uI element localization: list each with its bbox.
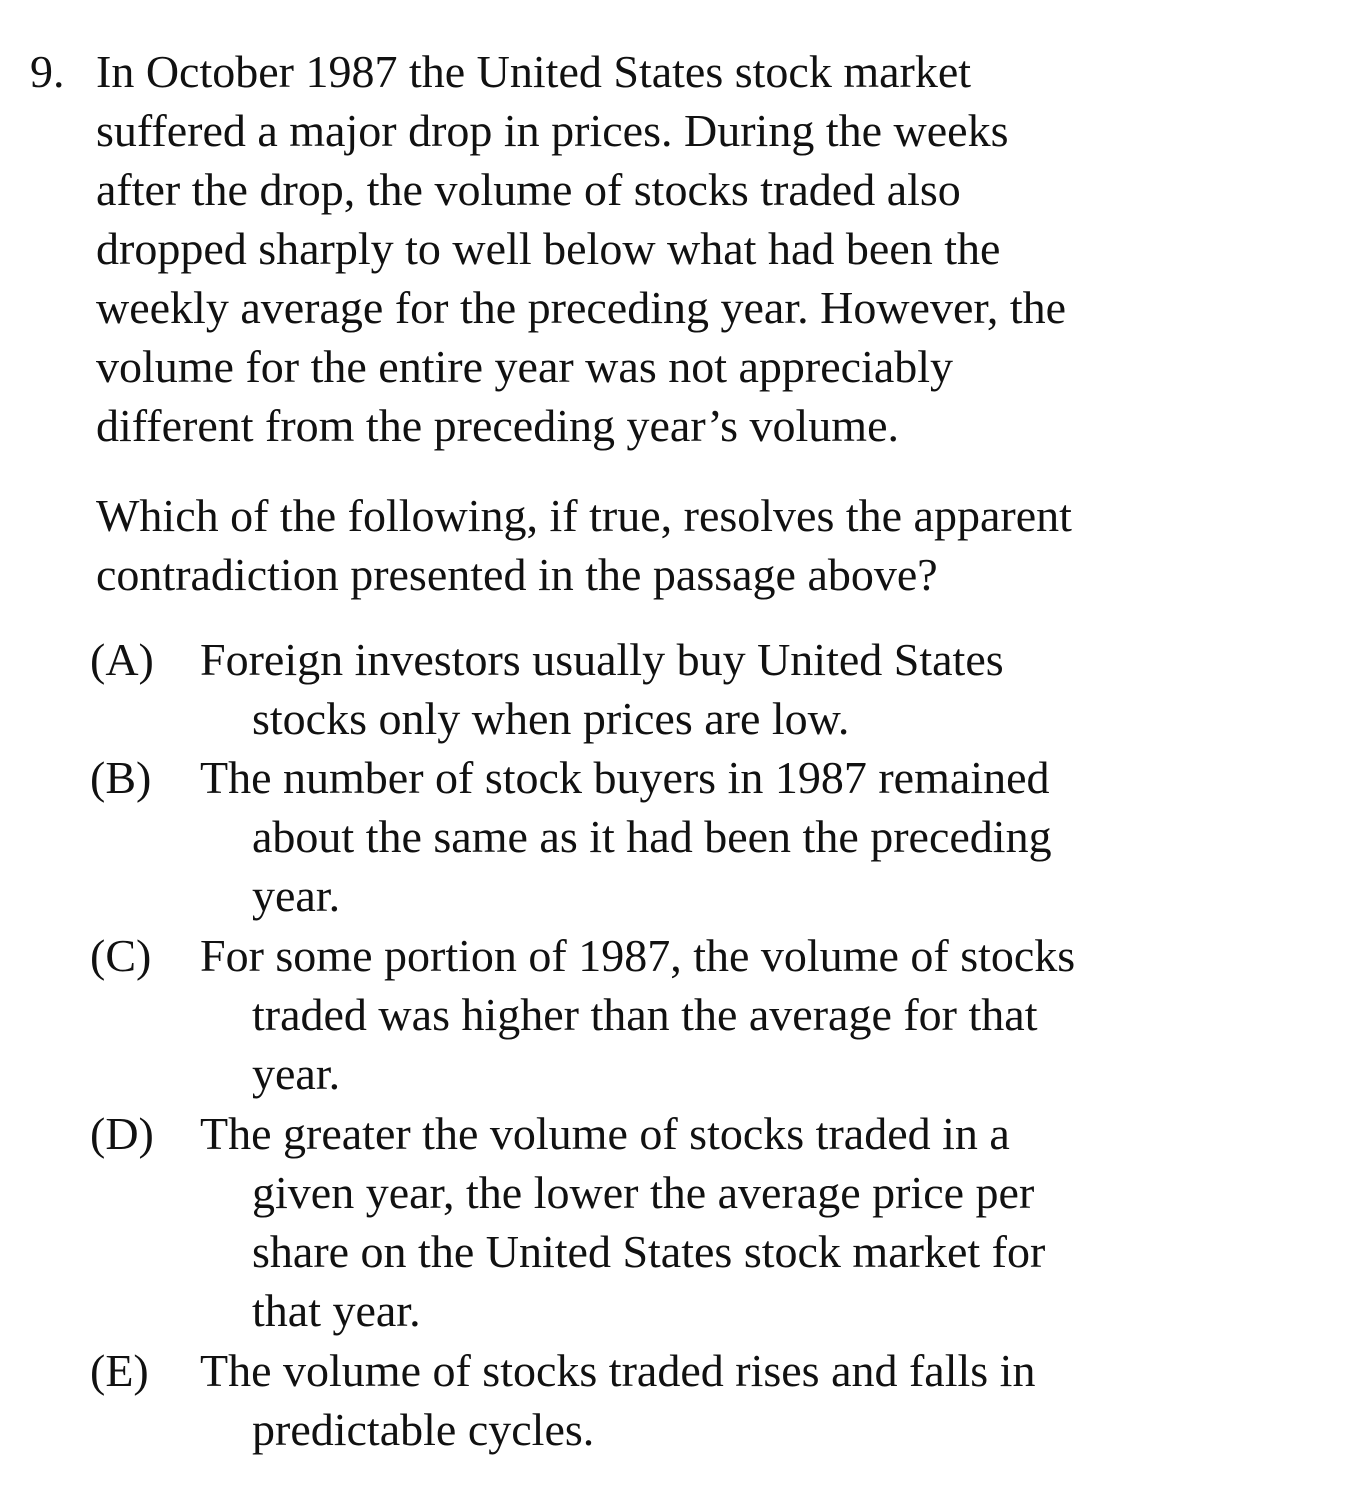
choice-text-line: The greater the volume of stocks traded in a: [200, 1108, 1010, 1159]
question-number: 9.: [30, 46, 65, 97]
stem-line: volume for the entire year was not appreciably: [96, 341, 954, 392]
choice-text-line: share on the United States stock market for: [252, 1226, 1046, 1277]
choice-text-line: The volume of stocks traded rises and falls in: [200, 1345, 1036, 1396]
stem-line: In October 1987 the United States stock market: [96, 46, 972, 97]
choice-text-line: For some portion of 1987, the volume of stocks: [200, 930, 1076, 981]
choice-text-line: year.: [252, 1048, 341, 1099]
stem-line: after the drop, the volume of stocks traded also: [96, 164, 961, 215]
stem-line: weekly average for the preceding year. However, the: [96, 282, 1067, 333]
choice-text-line: that year.: [252, 1285, 421, 1336]
stem-line: dropped sharply to well below what had been the: [96, 223, 1001, 274]
stem-line: different from the preceding year’s volume.: [96, 400, 900, 451]
choice-label: (A): [90, 634, 154, 685]
choice-text-line: year.: [252, 870, 341, 921]
choice-text-line: given year, the lower the average price per: [252, 1167, 1035, 1218]
choice-text-line: The number of stock buyers in 1987 remained: [200, 752, 1050, 803]
choice-label: (C): [90, 930, 152, 981]
choice-text-line: predictable cycles.: [252, 1404, 595, 1455]
prompt-line: Which of the following, if true, resolves the apparent: [96, 490, 1072, 541]
choice-text-line: traded was higher than the average for that: [252, 989, 1038, 1040]
stem-line: suffered a major drop in prices. During the weeks: [96, 105, 1009, 156]
choice-text-line: about the same as it had been the preceding: [252, 811, 1052, 862]
choice-text-line: stocks only when prices are low.: [252, 693, 850, 744]
prompt-line: contradiction presented in the passage above?: [96, 549, 938, 600]
choice-label: (B): [90, 752, 152, 803]
choice-label: (D): [90, 1108, 154, 1159]
choice-text-line: Foreign investors usually buy United States: [200, 634, 1004, 685]
choice-label: (E): [90, 1345, 149, 1396]
